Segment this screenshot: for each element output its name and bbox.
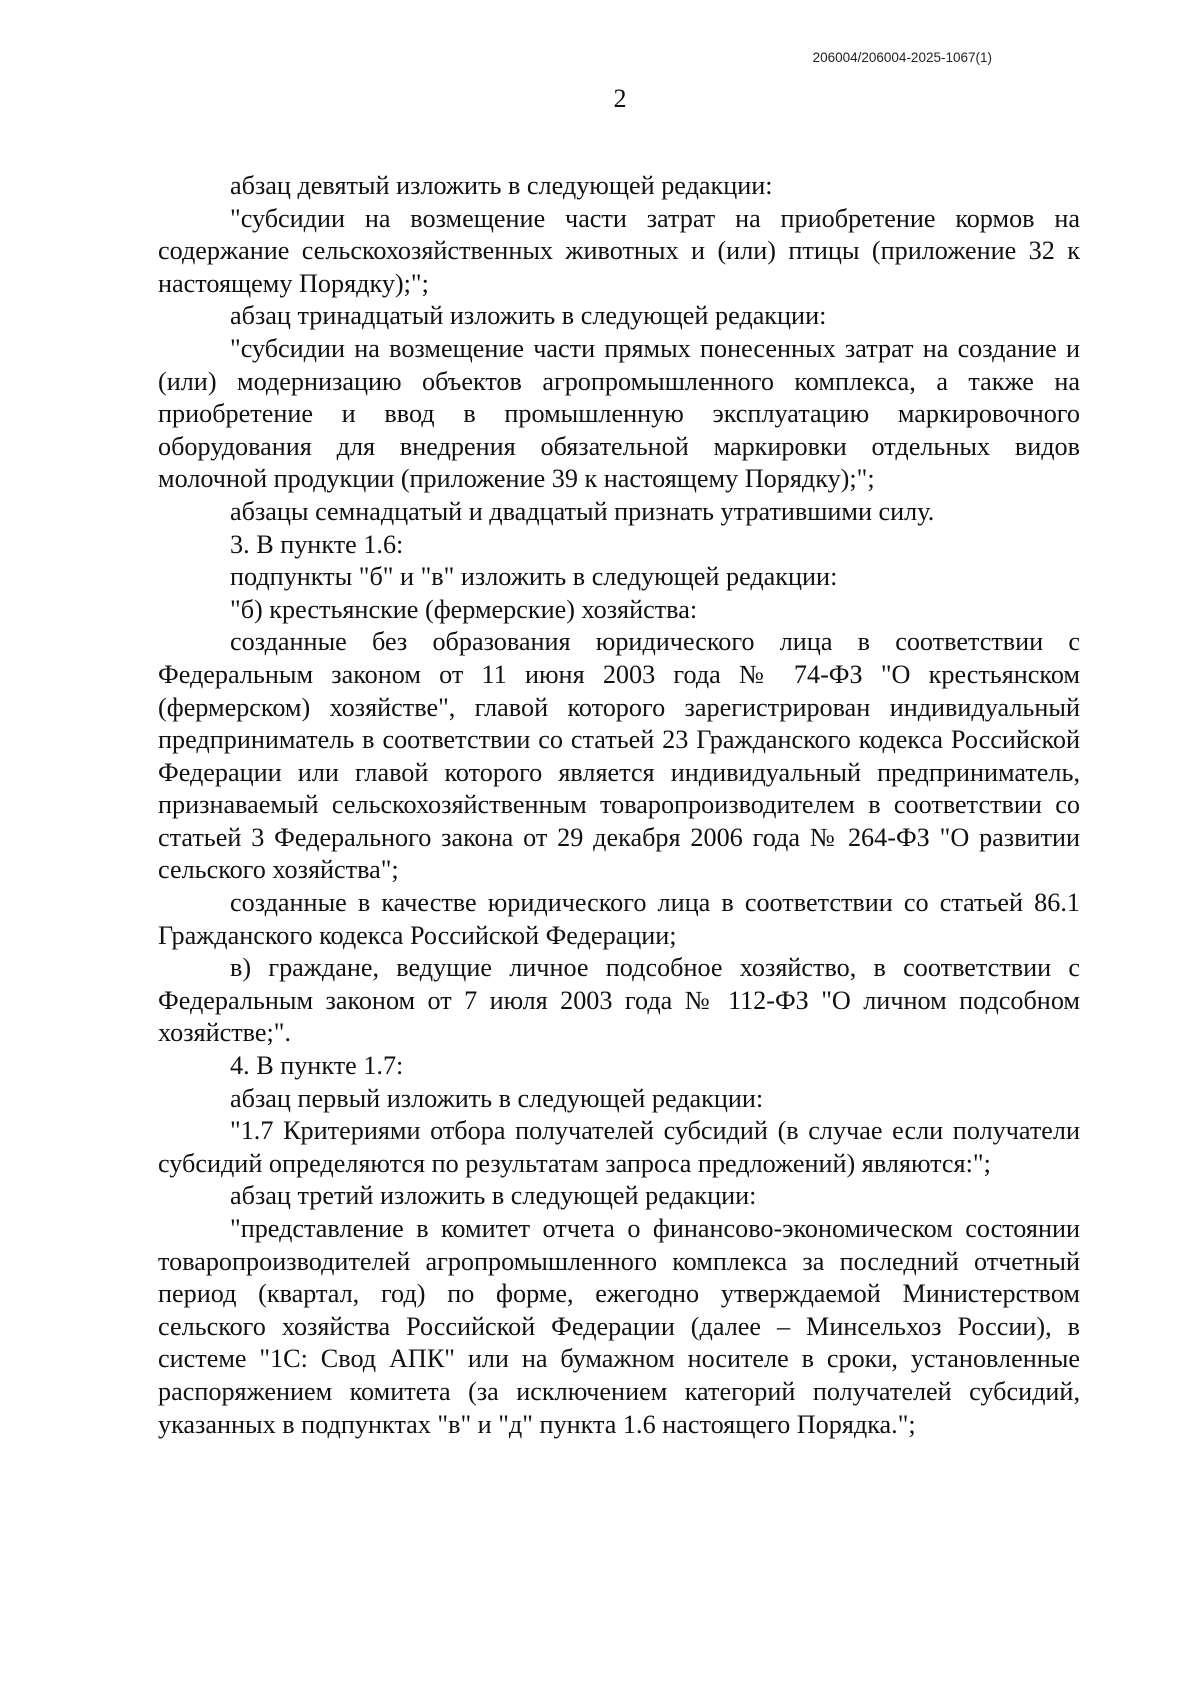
- paragraph: в) граждане, ведущие личное подсобное хозяйство, в соответствии с Федеральным законом от 7 июля 2003 года № 112-ФЗ "О личном подсобном хозяйстве;".: [158, 953, 1080, 1048]
- paragraph: подпункты "б" и "в" изложить в следующей редакции:: [230, 562, 838, 592]
- paragraph: "б) крестьянские (фермерские) хозяйства:: [230, 594, 698, 624]
- paragraph: абзацы семнадцатый и двадцатый признать утратившими силу.: [230, 496, 935, 526]
- paragraph: "субсидии на возмещение части прямых понесенных затрат на создание и (или) модернизацию объектов агропромышленного комплекса, а также на приобретение и ввод в промышленную эксплуатацию маркировочного оборудования для внедрения обязательной маркировки отдельных видов молочной продукции (приложение 39 к настоящему Порядку);";: [158, 333, 1080, 494]
- page-number: 2: [613, 84, 627, 113]
- paragraph: абзац девятый изложить в следующей редакции:: [230, 171, 773, 200]
- paragraph: абзац третий изложить в следующей редакции:: [230, 1181, 757, 1211]
- paragraph: "1.7 Критериями отбора получателей субсидий (в случае если получатели субсидий определяются по результатам запроса предложений) являются:";: [158, 1116, 1080, 1178]
- paragraph: 4. В пункте 1.7:: [230, 1051, 404, 1081]
- document-id: 206004/206004-2025-1067(1): [812, 50, 992, 65]
- document-body: [158, 170, 1080, 1441]
- paragraph: "представление в комитет отчета о финансово-экономическом состоянии товаропроизводителей агропромышленного комплекса за последний отчетный период (квартал, год) по форме, ежегодно утверждаемой Министерством сельского хозяйства Российской Федерации (далее – Минсельхоз России), в системе "1С: Свод АПК" или на бумажном носителе в сроки, установленные распоряжением комитета (за исключением категорий получателей субсидий, указанных в подпунктах "в" и "д" пункта 1.6 настоящего Порядка.";: [158, 1214, 1080, 1439]
- paragraph: "субсидии на возмещение части затрат на приобретение кормов на содержание сельскохозяйственных животных и (или) птицы (приложение 32 к настоящему Порядку);";: [158, 203, 1080, 298]
- paragraph: абзац тринадцатый изложить в следующей редакции:: [230, 301, 827, 331]
- paragraph: абзац первый изложить в следующей редакции:: [230, 1083, 764, 1113]
- paragraph: 3. В пункте 1.6:: [230, 529, 404, 559]
- paragraph: созданные без образования юридического лица в соответствии с Федеральным законом от 11 июня 2003 года № 74-ФЗ "О крестьянском (фермерском) хозяйстве", главой которого зарегистрирован индивидуальный предприниматель в соответствии со статьей 23 Гражданского кодекса Российской Федерации или главой которого является индивидуальный предприниматель, признаваемый сельскохозяйственным товаропроизводителем в соответствии со статьей 3 Федерального закона от 29 декабря 2006 года № 264-ФЗ "О развитии сельского хозяйства";: [158, 627, 1080, 885]
- paragraph: созданные в качестве юридического лица в соответствии со статьей 86.1 Гражданского кодекса Российской Федерации;: [158, 888, 1080, 950]
